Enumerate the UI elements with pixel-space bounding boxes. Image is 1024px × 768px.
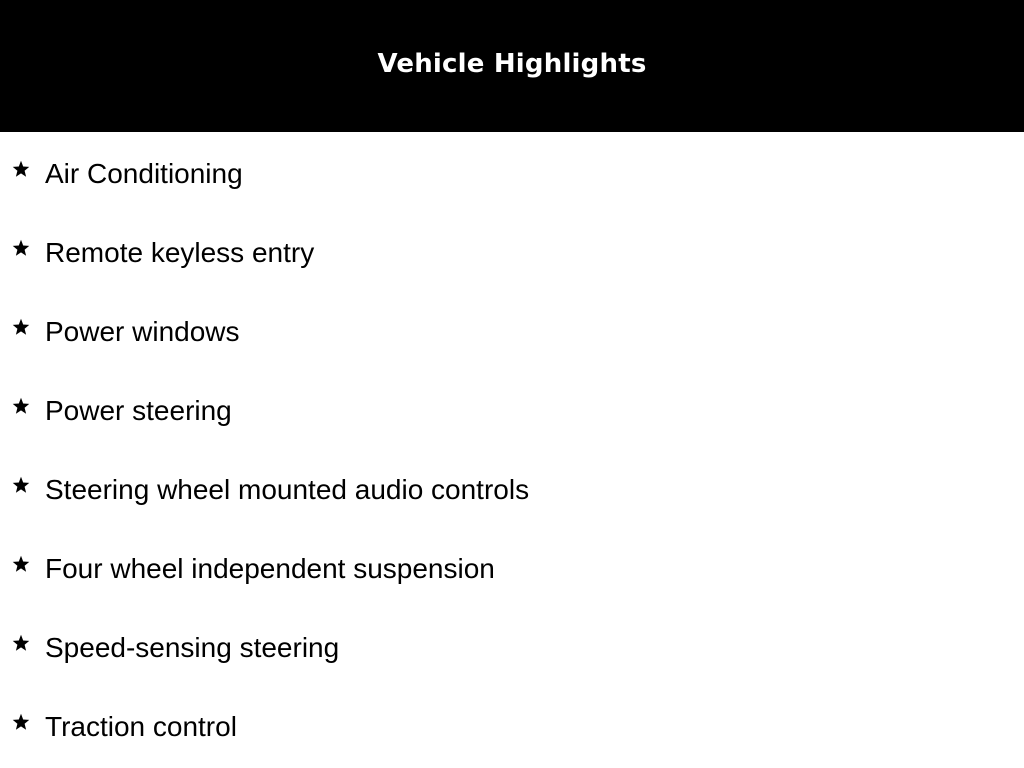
star-icon	[12, 160, 30, 178]
star-icon	[12, 634, 30, 652]
star-icon	[12, 239, 30, 257]
list-item-label: Air Conditioning	[45, 158, 243, 189]
list-item-label: Steering wheel mounted audio controls	[45, 474, 530, 505]
header-bar	[0, 0, 1024, 132]
star-icon	[12, 318, 30, 336]
list-item-label: Remote keyless entry	[45, 237, 315, 268]
page-title: Vehicle Highlights	[377, 49, 647, 79]
list-item-label: Power steering	[45, 395, 232, 426]
list-item-label: Power windows	[45, 316, 240, 347]
list-item-label: Four wheel independent suspension	[45, 553, 495, 584]
star-icon	[12, 713, 30, 731]
list-item-label: Speed-sensing steering	[45, 632, 340, 663]
star-icon	[12, 555, 30, 573]
list-item-label: Traction control	[45, 711, 237, 742]
star-icon	[12, 476, 30, 494]
star-icon	[12, 397, 30, 415]
